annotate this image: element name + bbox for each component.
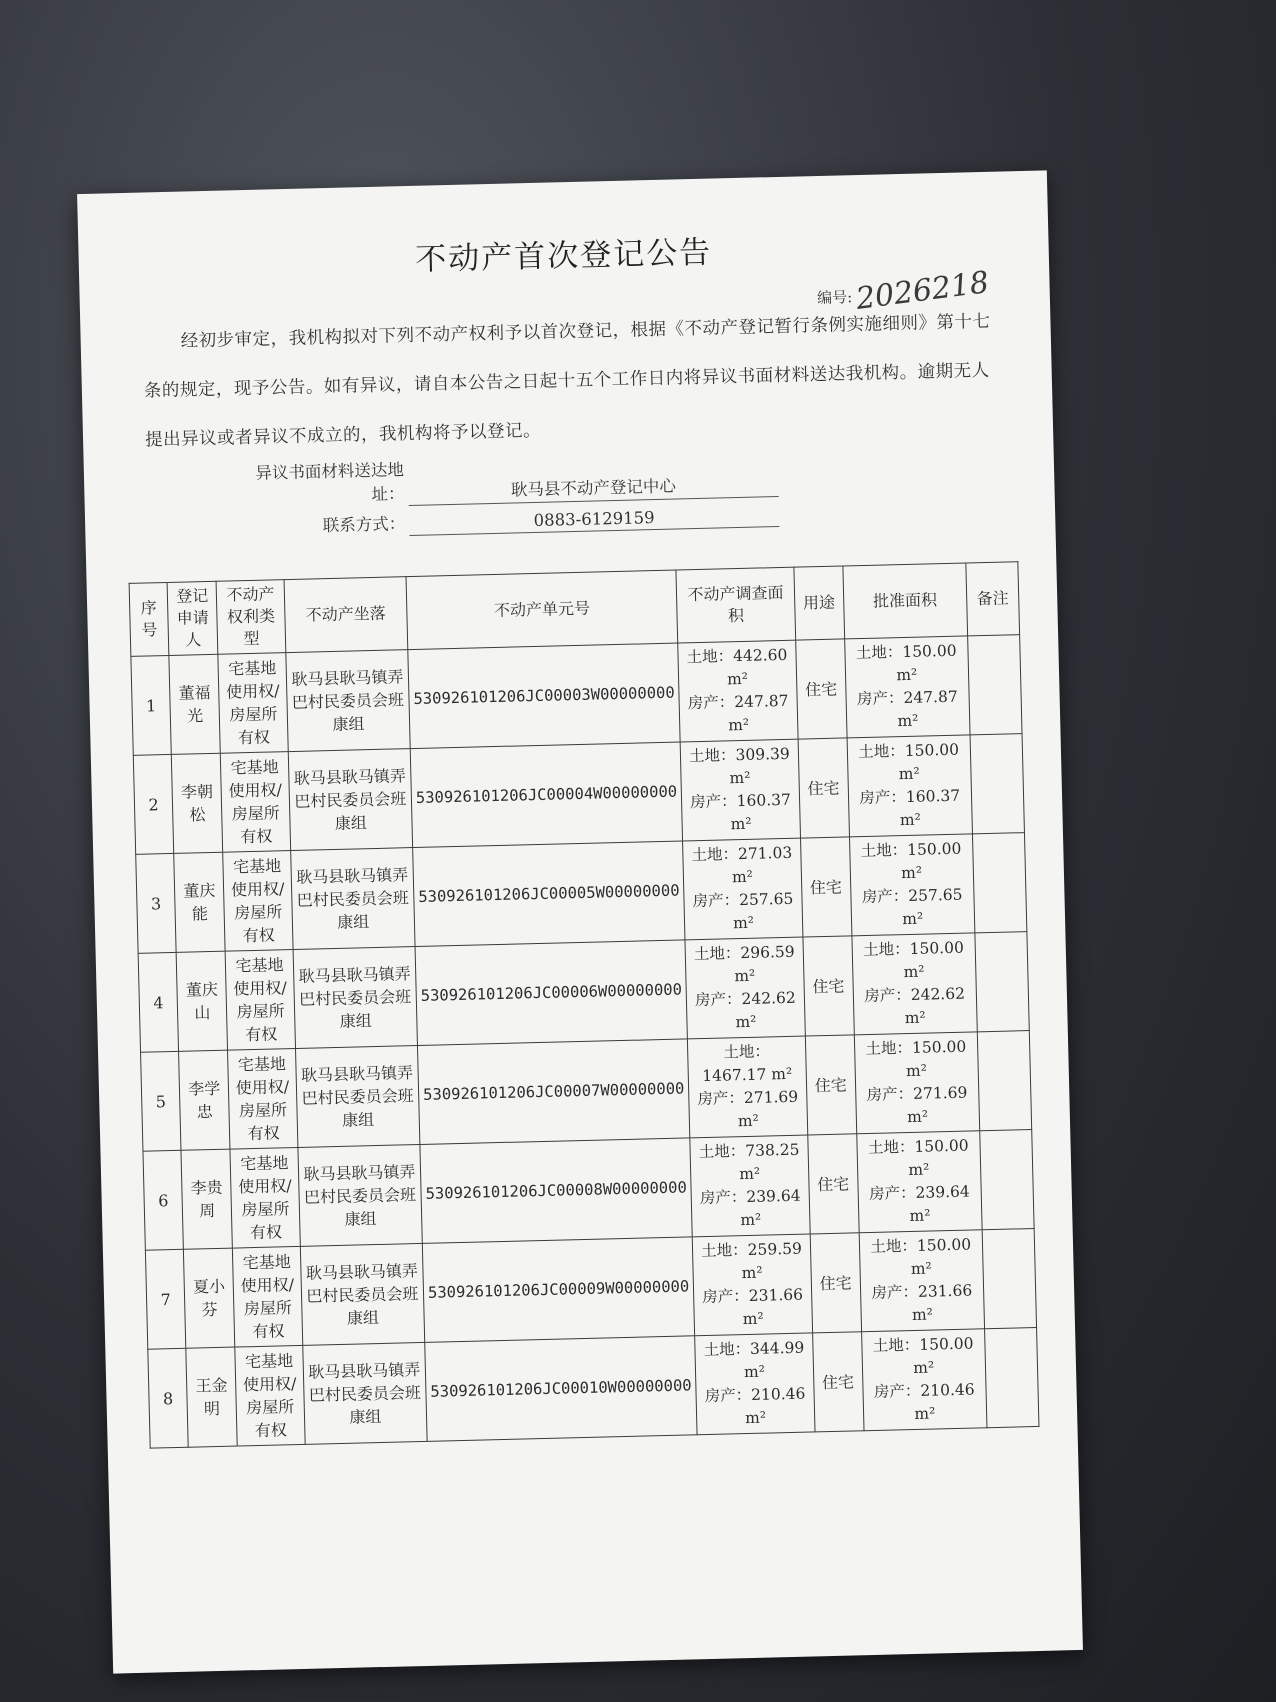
header-cell: 登记申请人: [167, 581, 218, 655]
survey-land-area: 土地：309.39 m²: [688, 744, 791, 788]
table-body: [131, 635, 1039, 1448]
applicant-name: 李朝松: [172, 753, 224, 853]
usage: 住宅: [800, 837, 852, 937]
survey-area: [678, 640, 798, 742]
approved-house-area: 房产：242.62 m²: [864, 984, 966, 1028]
serial-label: 编号:: [816, 288, 853, 308]
right-type: 宅基地使用权/房屋所有权: [218, 653, 288, 754]
applicant-name: 李学忠: [179, 1050, 231, 1150]
approved-land-area: 土地：150.00 m²: [855, 641, 957, 685]
unit-number: 530926101206JC00008W00000000: [420, 1138, 693, 1244]
survey-land-area: 土地：271.03 m²: [691, 843, 793, 887]
survey-area: [695, 1333, 815, 1435]
approved-area: [861, 1329, 986, 1431]
survey-area: [693, 1234, 813, 1336]
approved-area: [859, 1230, 984, 1332]
notice-paper: [77, 170, 1083, 1673]
approved-land-area: 土地：150.00 m²: [860, 839, 962, 883]
survey-area: [683, 838, 803, 940]
survey-land-area: 土地：1467.17 m²: [702, 1042, 793, 1086]
applicant-name: 夏小芬: [184, 1248, 236, 1348]
approved-house-area: 房产：210.46 m²: [873, 1380, 975, 1423]
approved-land-area: 土地：150.00 m²: [858, 740, 960, 784]
right-type: 宅基地使用权/房屋所有权: [225, 950, 295, 1051]
approved-area: [857, 1131, 982, 1233]
survey-house-area: 房产：210.46 m²: [704, 1384, 806, 1428]
note: [970, 734, 1025, 834]
survey-land-area: 土地：344.99 m²: [703, 1338, 805, 1382]
contact-row: [235, 503, 779, 540]
header-cell: 用途: [794, 566, 845, 640]
row-number: 5: [141, 1051, 182, 1151]
usage: 住宅: [803, 936, 855, 1036]
property-location: 耿马县耿马镇弄巴村民委员会班康组: [303, 1342, 428, 1444]
row-number: 1: [131, 655, 172, 755]
property-location: 耿马县耿马镇弄巴村民委员会班康组: [300, 1243, 425, 1345]
survey-house-area: 房产：257.65 m²: [692, 889, 794, 933]
approved-area: [847, 735, 972, 837]
survey-area: [685, 937, 805, 1039]
survey-area: [688, 1036, 808, 1138]
approved-house-area: 房产：247.87 m²: [856, 687, 958, 731]
applicant-name: 董福光: [169, 654, 221, 754]
survey-land-area: 土地：296.59 m²: [693, 942, 795, 986]
notice-paragraph: 经初步审定，我机构拟对下列不动产权利予以首次登记，根据《不动产登记暂行条例实施细则》第十七条的规定，现予公告。如有异议，请自本公告之日起十五个工作日内将异议书面材料送达我机构。逾期无人提出异议或者异议不成立的，我机构将予以登记。: [143, 311, 991, 451]
right-type: 宅基地使用权/房屋所有权: [230, 1147, 300, 1248]
header-cell: 不动产调查面积: [676, 567, 795, 643]
note: [982, 1228, 1037, 1328]
approved-house-area: 房产：257.65 m²: [861, 885, 963, 929]
unit-number: 530926101206JC00006W00000000: [415, 940, 688, 1046]
unit-number: 530926101206JC00003W00000000: [408, 643, 681, 749]
notice-title: 不动产首次登记公告: [414, 234, 713, 278]
applicant-name: 王金明: [186, 1347, 238, 1447]
contact-value: 0883-6129159: [409, 505, 779, 536]
row-number: 3: [136, 853, 177, 953]
survey-house-area: 房产：231.66 m²: [702, 1285, 804, 1329]
contact-label: 联系方式：: [322, 514, 406, 536]
applicant-name: 董庆能: [174, 852, 226, 952]
usage: 住宅: [795, 639, 847, 739]
approved-land-area: 土地：150.00 m²: [867, 1136, 969, 1180]
usage: 住宅: [807, 1134, 859, 1234]
note: [979, 1130, 1034, 1230]
survey-house-area: 房产：242.62 m²: [694, 988, 796, 1032]
note: [967, 635, 1022, 735]
unit-number: 530926101206JC00010W00000000: [425, 1336, 698, 1442]
serial-handwritten: 2026218: [854, 264, 992, 317]
survey-house-area: 房产：239.64 m²: [699, 1186, 801, 1230]
note: [975, 932, 1030, 1032]
table-row: [148, 1327, 1039, 1448]
usage: 住宅: [812, 1332, 864, 1432]
usage: 住宅: [798, 738, 850, 838]
right-type: 宅基地使用权/房屋所有权: [221, 752, 291, 853]
approved-land-area: 土地：150.00 m²: [872, 1334, 974, 1377]
usage: 住宅: [810, 1233, 862, 1333]
property-location: 耿马县耿马镇弄巴村民委员会班康组: [288, 749, 413, 851]
row-number: 7: [145, 1249, 186, 1349]
survey-house-area: 房产：271.69 m²: [697, 1087, 799, 1131]
unit-number: 530926101206JC00005W00000000: [413, 841, 686, 947]
header-cell: 序号: [129, 582, 169, 656]
approved-land-area: 土地：150.00 m²: [870, 1235, 972, 1279]
right-type: 宅基地使用权/房屋所有权: [223, 851, 293, 952]
note: [984, 1327, 1039, 1427]
survey-land-area: 土地：259.59 m²: [700, 1239, 803, 1283]
approved-house-area: 房产：239.64 m²: [868, 1182, 971, 1226]
survey-house-area: 房产：160.37 m²: [689, 790, 792, 834]
header-cell: 不动产单元号: [406, 570, 678, 650]
approved-area: [849, 834, 974, 936]
registration-table: [129, 561, 1040, 1448]
row-number: 2: [133, 754, 174, 854]
property-location: 耿马县耿马镇弄巴村民委员会班康组: [290, 848, 415, 950]
unit-number: 530926101206JC00004W00000000: [410, 742, 683, 848]
survey-land-area: 土地：738.25 m²: [698, 1140, 800, 1184]
row-number: 8: [148, 1348, 189, 1448]
right-type: 宅基地使用权/房屋所有权: [228, 1048, 298, 1149]
approved-house-area: 房产：160.37 m²: [859, 786, 961, 830]
usage: 住宅: [805, 1035, 857, 1135]
header-cell: 不动产权利类型: [216, 580, 285, 655]
property-location: 耿马县耿马镇弄巴村民委员会班康组: [286, 650, 411, 752]
approved-area: [844, 636, 969, 738]
property-location: 耿马县耿马镇弄巴村民委员会班康组: [293, 947, 418, 1049]
objection-address-label: 异议书面材料送达地址：: [255, 460, 405, 504]
objection-address-value: 耿马县不动产登记中心: [408, 470, 779, 506]
right-type: 宅基地使用权/房屋所有权: [233, 1246, 303, 1347]
survey-area: [690, 1135, 810, 1237]
unit-number: 530926101206JC00007W00000000: [417, 1039, 690, 1145]
survey-area: [680, 739, 800, 841]
row-number: 6: [143, 1150, 184, 1250]
approved-house-area: 房产：271.69 m²: [866, 1083, 968, 1127]
row-number: 4: [138, 952, 179, 1052]
approved-area: [852, 933, 977, 1035]
approved-area: [854, 1032, 979, 1134]
right-type: 宅基地使用权/房屋所有权: [235, 1345, 305, 1446]
survey-land-area: 土地：442.60 m²: [686, 645, 788, 689]
property-location: 耿马县耿马镇弄巴村民委员会班康组: [298, 1144, 423, 1246]
approved-land-area: 土地：150.00 m²: [865, 1037, 967, 1081]
applicant-name: 董庆山: [176, 951, 228, 1051]
header-cell: 不动产坐落: [284, 577, 408, 653]
applicant-name: 李贵周: [181, 1149, 233, 1249]
property-location: 耿马县耿马镇弄巴村民委员会班康组: [295, 1046, 420, 1148]
approved-land-area: 土地：150.00 m²: [862, 938, 965, 982]
header-cell: 备注: [966, 562, 1020, 636]
survey-house-area: 房产：247.87 m²: [687, 691, 789, 735]
note: [977, 1031, 1032, 1131]
header-cell: 批准面积: [843, 563, 968, 639]
approved-house-area: 房产：231.66 m²: [871, 1281, 973, 1325]
unit-number: 530926101206JC00009W00000000: [422, 1237, 695, 1343]
note: [972, 833, 1027, 933]
